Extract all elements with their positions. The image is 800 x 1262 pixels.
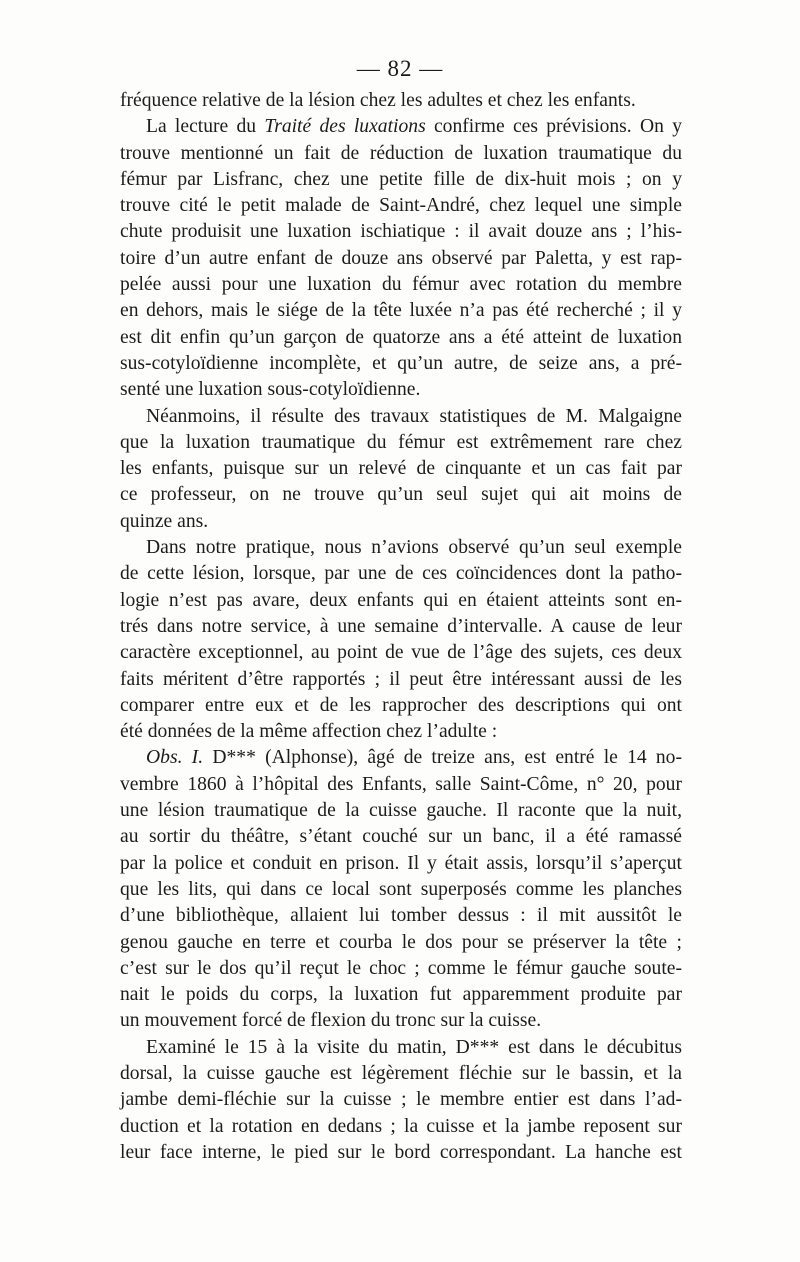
text-line: comparer entre eux et de les rapprocher des descriptions qui ont xyxy=(120,694,682,716)
text-line: logie n’est pas avare, deux enfants qui en étaient atteints sont en- xyxy=(120,589,682,611)
text-line: senté une luxation sous-cotyloïdienne. xyxy=(120,379,421,401)
text-line: toire d’un autre enfant de douze ans observé par Paletta, y est rap- xyxy=(120,247,682,269)
text-line: ce professeur, on ne trouve qu’un seul sujet qui ait moins de xyxy=(120,484,682,506)
text-line: jambe demi-fléchie sur la cuisse ; le membre entier est dans l’ad- xyxy=(120,1089,682,1111)
text-line: trés dans notre service, à une semaine d’intervalle. A cause de leur xyxy=(120,615,682,637)
text-line: leur face interne, le pied sur le bord correspondant. La hanche est xyxy=(120,1141,682,1163)
text-line: vembre 1860 à l’hôpital des Enfants, salle Saint-Côme, n° 20, pour xyxy=(120,773,682,795)
page-number: — 82 — xyxy=(356,56,444,81)
text-line: d’une bibliothèque, allaient lui tomber dessus : il mit aussitôt le xyxy=(120,905,682,927)
paragraph-first-line: Examiné le 15 à la visite du matin, D*** est dans le décubitus xyxy=(146,1036,682,1058)
paragraph-first-line: Néanmoins, il résulte des travaux statistiques de M. Malgaigne xyxy=(146,405,682,427)
text-line: trouve mentionné un fait de réduction de luxation traumatique du xyxy=(120,142,682,164)
text-line: quinze ans. xyxy=(120,510,209,532)
text-line: caractère exceptionnel, au point de vue de l’âge des sujets, ces deux xyxy=(120,642,682,664)
paragraph-first-line: Obs. I. D*** (Alphonse), âgé de treize ans, est entré le 14 no- xyxy=(146,747,682,769)
text-line: en dehors, mais le siége de la tête luxée n’a pas été recherché ; il y xyxy=(120,300,682,322)
text-line: par la police et conduit en prison. Il y était assis, lorsqu’il s’aperçut xyxy=(120,852,682,874)
text-line: genou gauche en terre et courba le dos pour se préserver la tête ; xyxy=(120,931,682,953)
text-line: chute produisit une luxation ischiatique : il avait douze ans ; l’his- xyxy=(120,221,682,243)
text-line: nait le poids du corps, la luxation fut apparemment produite par xyxy=(120,984,682,1006)
body-text xyxy=(120,88,682,1166)
text-line: dorsal, la cuisse gauche est légèrement fléchie sur le bassin, et la xyxy=(120,1062,682,1084)
text-line: c’est sur le dos qu’il reçut le choc ; comme le fémur gauche soute- xyxy=(120,957,682,979)
text-line: de cette lésion, lorsque, par une de ces coïncidences dont la patho- xyxy=(120,563,682,585)
text-line: trouve cité le petit malade de Saint-André, chez lequel une simple xyxy=(120,195,682,217)
text-line: pelée aussi pour une luxation du fémur avec rotation du membre xyxy=(120,274,682,296)
book-title: Traité des luxations xyxy=(264,116,426,138)
text-line: été données de la même affection chez l’adulte : xyxy=(120,721,498,743)
text-line: au sortir du théâtre, s’étant couché sur un banc, il a été ramassé xyxy=(120,826,682,848)
text-line: une lésion traumatique de la cuisse gauche. Il raconte que la nuit, xyxy=(120,800,682,822)
text-line: un mouvement forcé de flexion du tronc sur la cuisse. xyxy=(120,1010,542,1032)
paragraph-first-line: Dans notre pratique, nous n’avions observé qu’un seul exemple xyxy=(146,537,682,559)
text-line: que les lits, qui dans ce local sont superposés comme les planches xyxy=(120,878,682,900)
text-line: que la luxation traumatique du fémur est extrêmement rare chez xyxy=(120,431,682,453)
text-line: fréquence relative de la lésion chez les adultes et chez les enfants. xyxy=(120,90,636,111)
text-line: les enfants, puisque sur un relevé de cinquante et un cas fait par xyxy=(120,458,682,480)
text-line: duction et la rotation en dedans ; la cuisse et la jambe reposent sur xyxy=(120,1115,682,1137)
text-line: faits méritent d’être rapportés ; il peut être intéressant aussi de les xyxy=(120,668,682,690)
observation-label: Obs. I. xyxy=(146,747,204,769)
text-line: fémur par Lisfranc, chez une petite fille de dix-huit mois ; on y xyxy=(120,168,682,190)
text-line: sus-cotyloïdienne incomplète, et qu’un autre, de seize ans, a pré- xyxy=(120,352,682,374)
paragraph-first-line: La lecture du Traité des luxations confirme ces prévisions. On y xyxy=(146,116,682,138)
text-line: est dit enfin qu’un garçon de quatorze ans a été atteint de luxation xyxy=(120,326,682,348)
